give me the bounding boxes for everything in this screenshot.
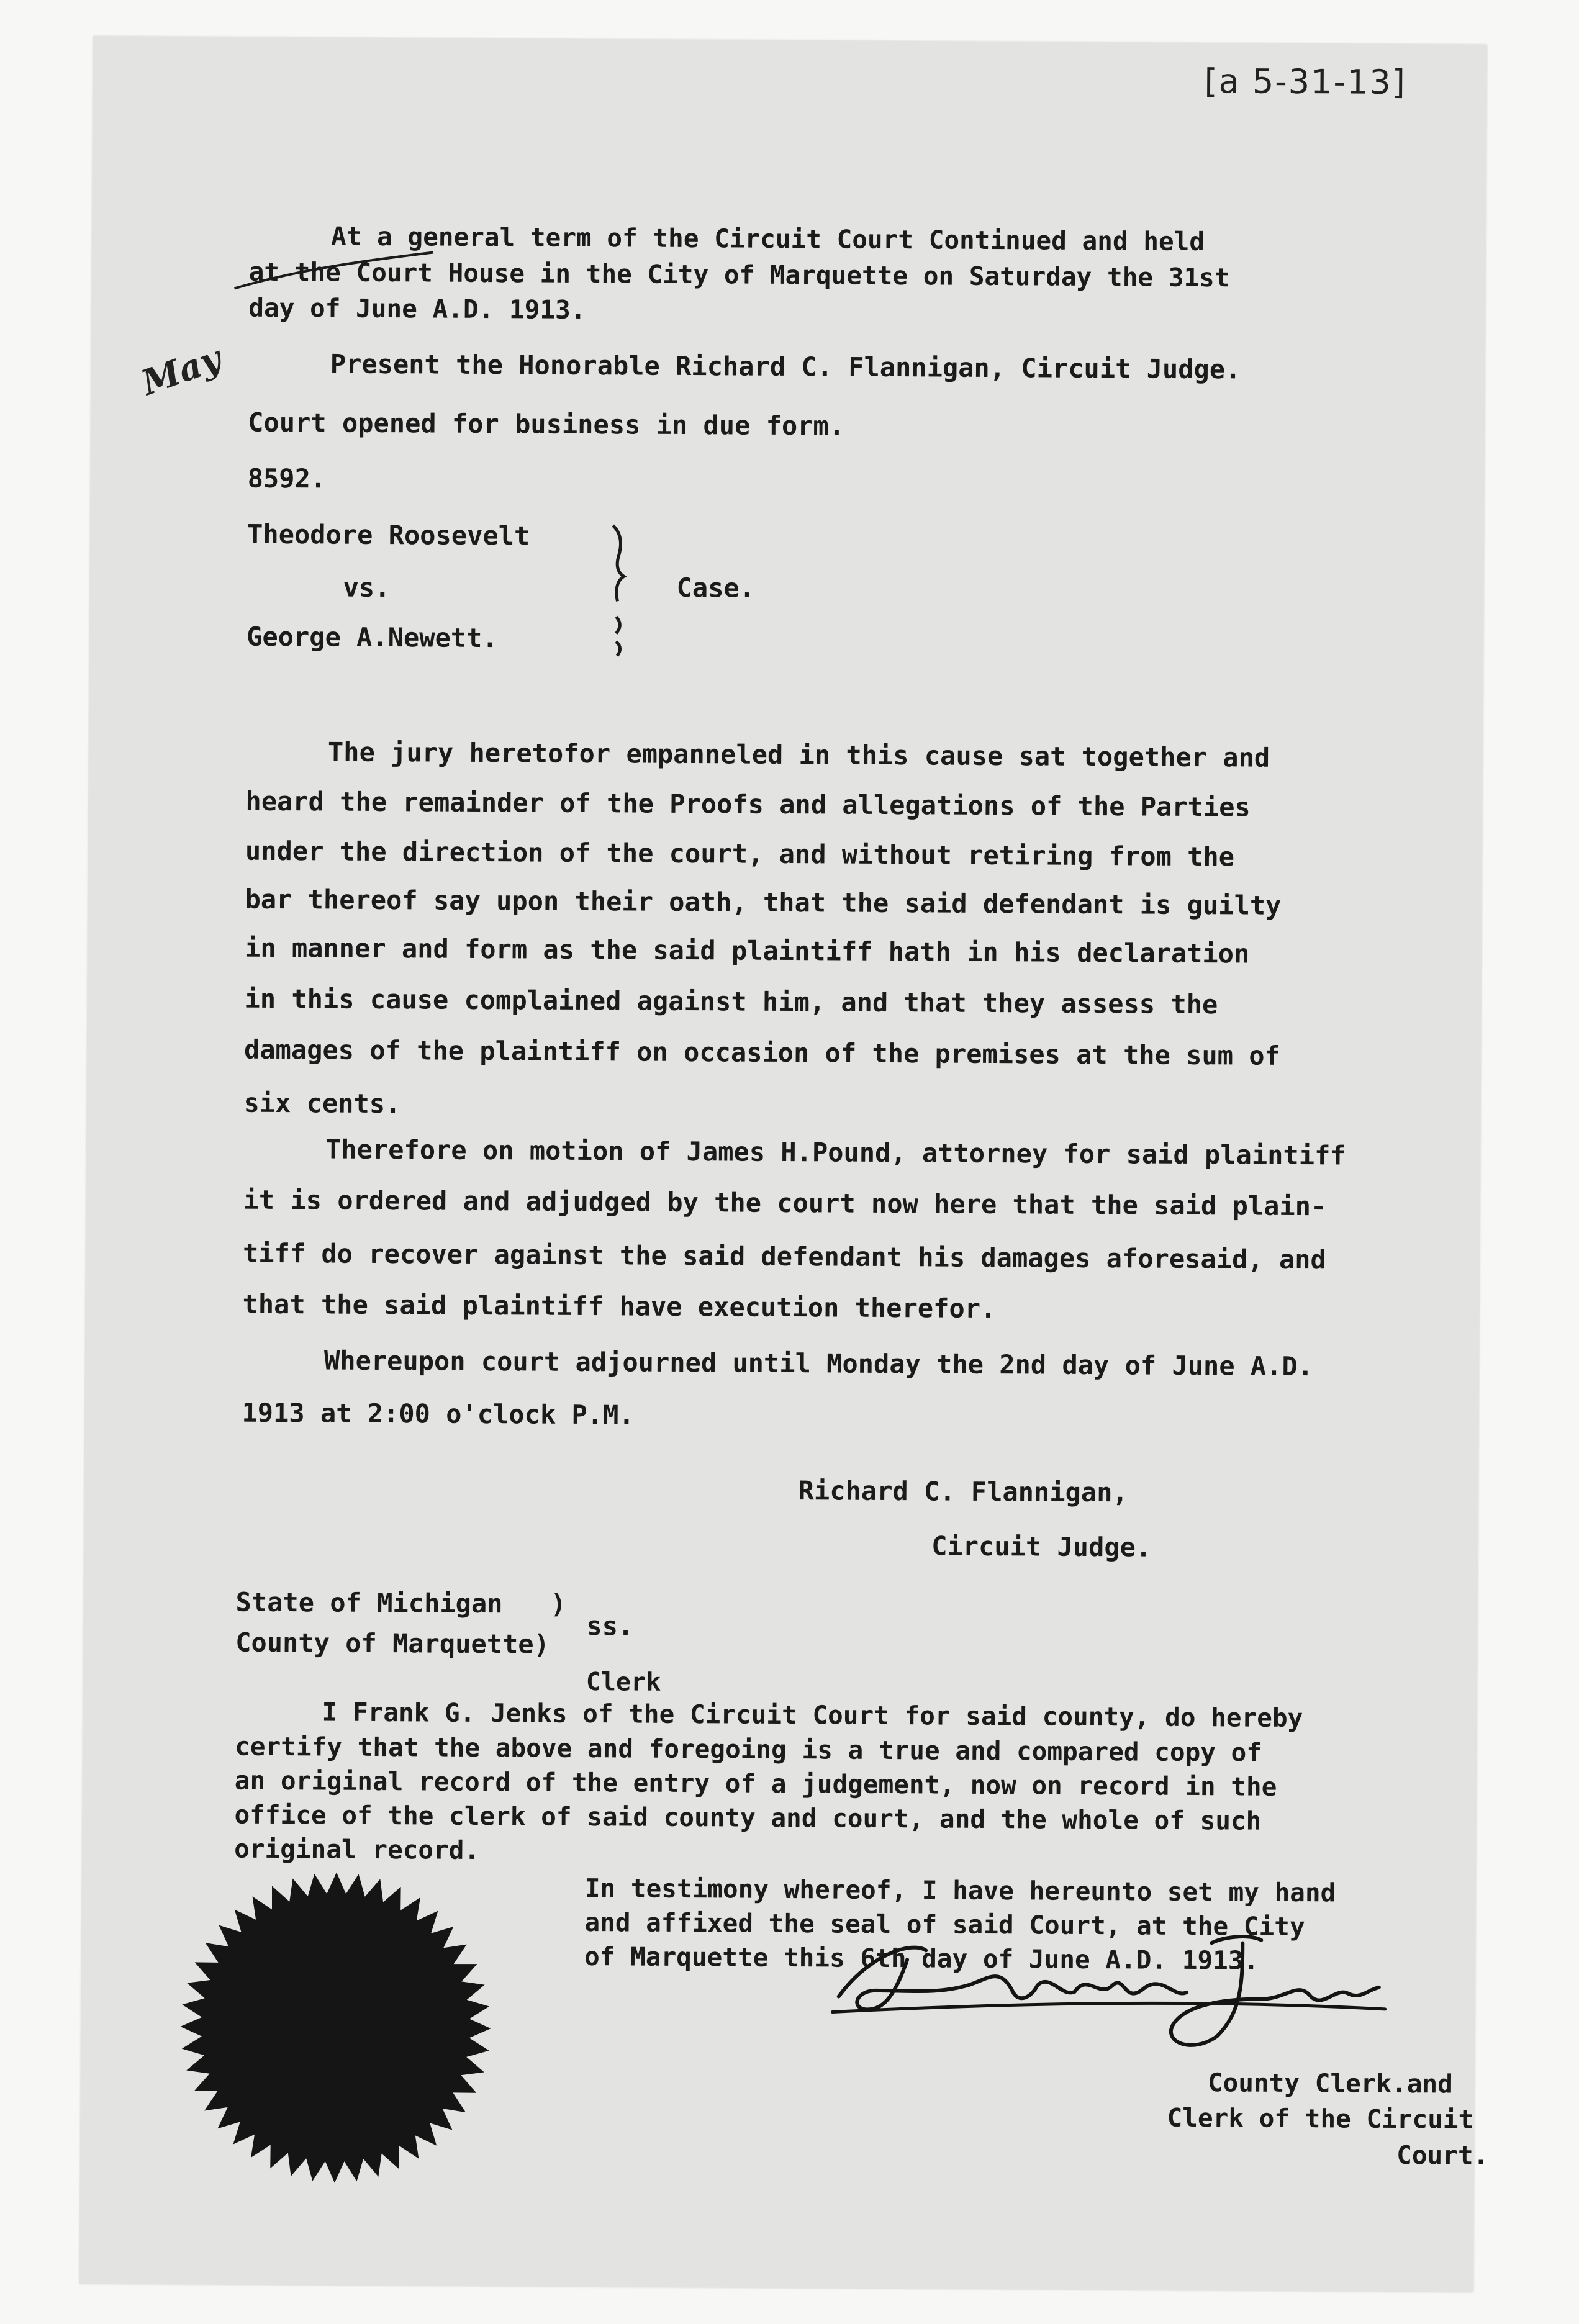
court-opened-line: Court opened for business in due form. — [248, 407, 845, 441]
testimony-line: In testimony whereof, I have hereunto set my hand — [584, 1873, 1336, 1908]
verdict-line: in manner and form as the said plaintiff hath in his declaration — [244, 932, 1250, 969]
caption-vs: vs. — [343, 572, 391, 604]
document-page — [79, 36, 1487, 2292]
venue-state: State of Michigan — [235, 1586, 503, 1619]
judgment-line: that the said plaintiff have execution therefor. — [242, 1288, 997, 1324]
caption-brace — [605, 520, 643, 657]
verdict-line: damages of the plaintiff on occasion of the premises at the sum of — [243, 1034, 1281, 1071]
clerk-insert: Clerk — [586, 1668, 661, 1697]
adjourn-line: 1913 at 2:00 o'clock P.M. — [242, 1397, 635, 1431]
verdict-line: The jury heretofor empanneled in this cause sat together and — [327, 736, 1270, 773]
venue-ss: ss. — [586, 1611, 634, 1642]
court-seal — [173, 1865, 498, 2190]
case-type: Case. — [676, 572, 756, 604]
judgment-line: tiff do recover against the said defendant his damages aforesaid, and — [242, 1237, 1326, 1275]
seal-body — [179, 1871, 492, 2184]
present-line: Present the Honorable Richard C. Flannigan, Circuit Judge. — [330, 348, 1241, 385]
margin-note: May — [136, 337, 227, 404]
plaintiff-name: Theodore Roosevelt — [247, 518, 530, 551]
verdict-line: heard the remainder of the Proofs and allegations of the Parties — [245, 785, 1251, 823]
testimony-line: and affixed the seal of said Court, at the City — [584, 1907, 1305, 1942]
adjourn-line: Whereupon court adjourned until Monday the 2nd day of June A.D. — [323, 1345, 1314, 1382]
header-line: day of June A.D. 1913. — [248, 292, 586, 325]
doc-stamp: [a 5-31-13] — [1204, 61, 1406, 102]
defendant-name: George A.Newett. — [246, 621, 498, 654]
verdict-line: bar thereof say upon their oath, that the said defendant is guilty — [245, 884, 1282, 921]
certification-line: office of the clerk of said county and court, and the whole of such — [234, 1799, 1262, 1836]
verdict-line: under the direction of the court, and without retiring from the — [245, 835, 1235, 872]
margin-note-stroke — [141, 245, 440, 321]
judgment-line: it is ordered and adjudged by the court now here that the said plain- — [243, 1184, 1327, 1222]
certification-line: I Frank G. Jenks of the Circuit Court for said county, do hereby — [322, 1697, 1303, 1734]
venue-county: County of Marquette) — [235, 1627, 550, 1660]
clerk-title-line: Clerk of the Circuit — [1167, 2102, 1474, 2135]
header-line: at the Court House in the City of Marquette on Saturday the 31st — [248, 256, 1230, 293]
clerk-title-line: Court. — [1396, 2140, 1489, 2171]
certification-line: original record. — [234, 1833, 480, 1865]
venue-paren: ) — [550, 1588, 567, 1619]
verdict-line: six cents. — [243, 1087, 401, 1119]
judgment-line: Therefore on motion of James H.Pound, attorney for said plaintiff — [325, 1134, 1346, 1171]
certification-line: an original record of the entry of a judgement, now on record in the — [234, 1765, 1277, 1802]
verdict-line: in this cause complained against him, and that they assess the — [244, 983, 1218, 1020]
clerk-signature — [813, 1903, 1391, 2056]
header-line: At a general term of the Circuit Court Continued and held — [330, 221, 1205, 257]
judge-title: Circuit Judge. — [931, 1530, 1152, 1563]
certification-line: certify that the above and foregoing is a true and compared copy of — [235, 1731, 1262, 1768]
testimony-line: of Marquette this 6th day of June A.D. 1913. — [584, 1942, 1259, 1976]
clerk-title-line: County Clerk.and — [1207, 2068, 1454, 2099]
judge-name: Richard C. Flannigan, — [798, 1475, 1128, 1508]
case-number: 8592. — [247, 463, 327, 494]
